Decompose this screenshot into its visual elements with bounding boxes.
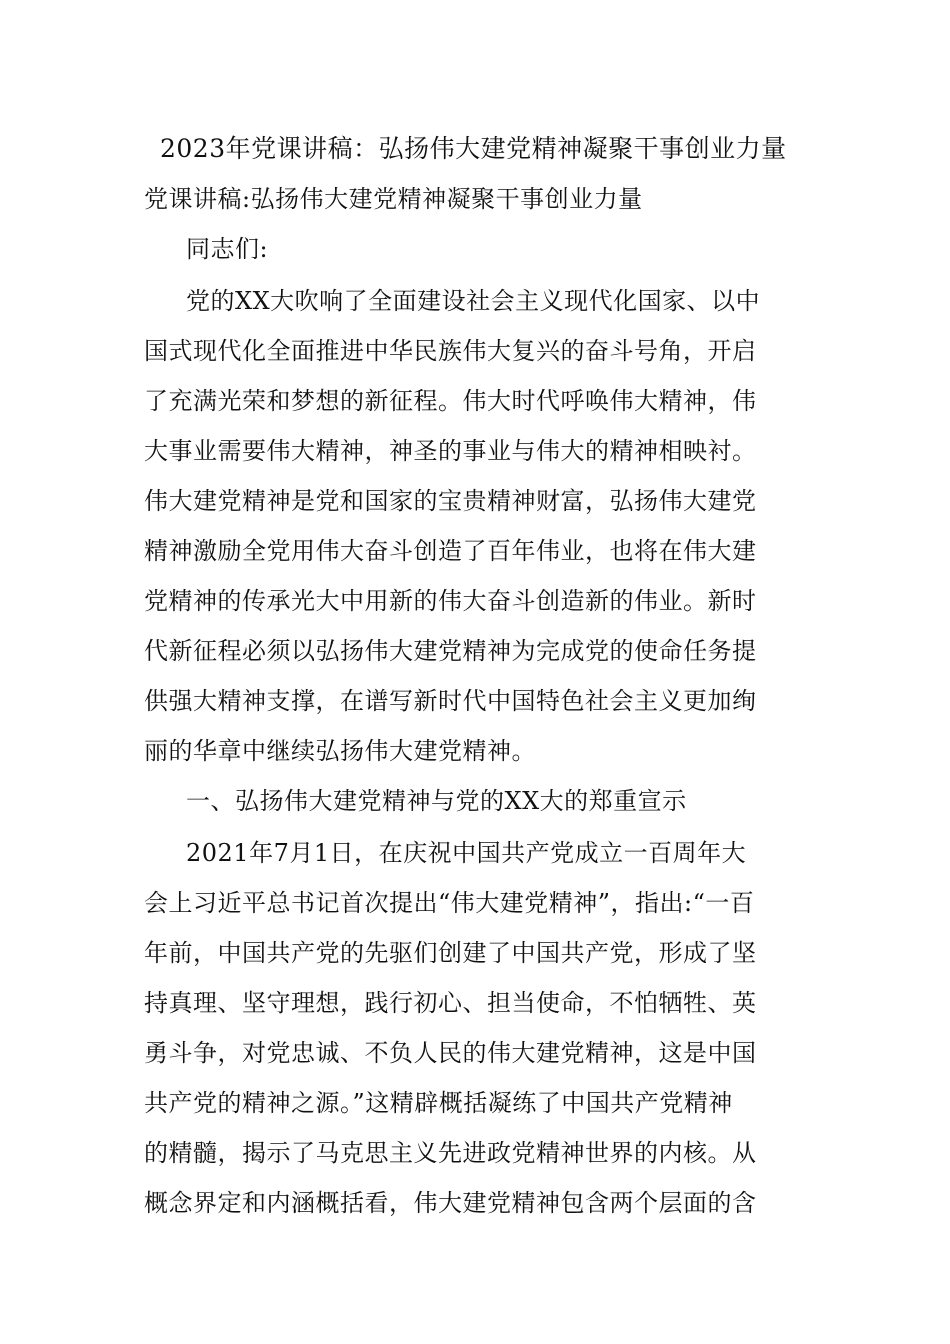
body-line: 勇斗争，对党忠诚、不负人民的伟大建党精神，这是中国 bbox=[144, 1039, 757, 1067]
body-line: 党精神的传承光大中用新的伟大奋斗创造新的伟业。新时 bbox=[144, 587, 757, 615]
document-subtitle: 党课讲稿:弘扬伟大建党精神凝聚干事创业力量 bbox=[144, 185, 643, 213]
body-line: 党的XX大吹响了全面建设社会主义现代化国家、以中 bbox=[186, 287, 761, 315]
section-heading: 一、弘扬伟大建党精神与党的XX大的郑重宣示 bbox=[186, 787, 687, 815]
body-line: 国式现代化全面推进中华民族伟大复兴的奋斗号角，开启 bbox=[144, 337, 757, 365]
body-line: 年前，中国共产党的先驱们创建了中国共产党，形成了坚 bbox=[144, 939, 757, 967]
body-line: 精神激励全党用伟大奋斗创造了百年伟业，也将在伟大建 bbox=[144, 537, 757, 565]
body-line: 了充满光荣和梦想的新征程。伟大时代呼唤伟大精神，伟 bbox=[144, 387, 757, 415]
body-line: 代新征程必须以弘扬伟大建党精神为完成党的使命任务提 bbox=[144, 637, 757, 665]
body-line: 2021年7月1日，在庆祝中国共产党成立一百周年大 bbox=[186, 839, 747, 867]
body-line: 的精髓，揭示了马克思主义先进政党精神世界的内核。从 bbox=[144, 1139, 757, 1167]
body-line: 会上习近平总书记首次提出“伟大建党精神”，指出:“一百 bbox=[144, 889, 755, 917]
body-line: 伟大建党精神是党和国家的宝贵精神财富，弘扬伟大建党 bbox=[144, 487, 757, 515]
body-line: 丽的华章中继续弘扬伟大建党精神。 bbox=[144, 737, 536, 765]
salutation: 同志们: bbox=[186, 235, 269, 263]
body-line: 概念界定和内涵概括看，伟大建党精神包含两个层面的含 bbox=[144, 1189, 757, 1217]
body-line: 大事业需要伟大精神，神圣的事业与伟大的精神相映衬。 bbox=[144, 437, 757, 465]
body-line: 供强大精神支撑，在谱写新时代中国特色社会主义更加绚 bbox=[144, 687, 757, 715]
body-line: 持真理、坚守理想，践行初心、担当使命，不怕牺牲、英 bbox=[144, 989, 757, 1017]
body-line: 共产党的精神之源。”这精辟概括凝练了中国共产党精神 bbox=[144, 1089, 733, 1117]
document-title: 2023年党课讲稿：弘扬伟大建党精神凝聚干事创业力量 bbox=[160, 134, 787, 163]
